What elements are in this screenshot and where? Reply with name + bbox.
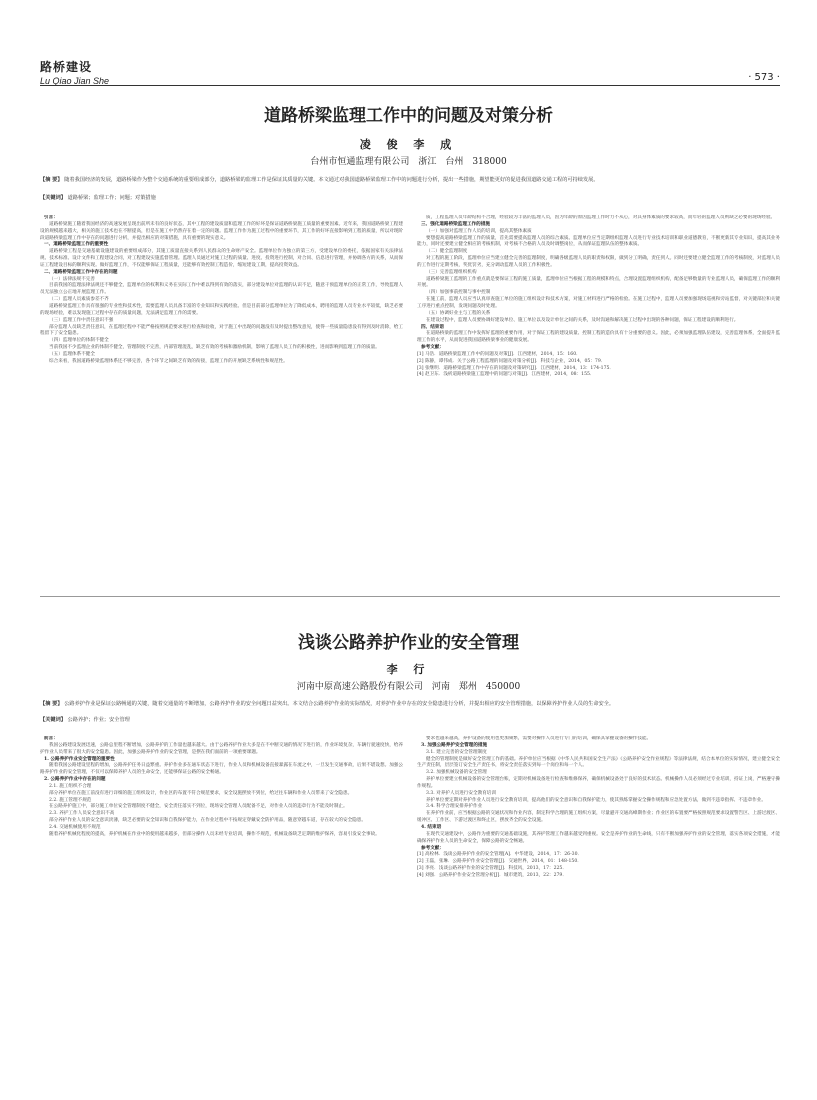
article1-column-left [40, 215, 403, 587]
keywords-label: 【关键词】 [40, 717, 66, 723]
abstract-label: 【摘 要】 [40, 701, 63, 707]
article1-title: 道路桥梁监理工作中的问题及对策分析 [264, 106, 553, 126]
body-paragraph: 3.2. 加强机械设备的安全管理 [426, 770, 487, 776]
reference-item: [2] 王磊，张琳．公路养护作业安全管理[J]．交通世界，2014，01：148-150． [417, 859, 582, 865]
body-paragraph: 要想提高道路桥梁监理工作的质量，首先需要提高监理人员的综合素质。监理单位应当定期组织监理人员进行专业技术培训和职业道德教育，不断更新其专业知识，提高其业务能力，同时还要建立健全相应的考核机制，对考核不合格的人员及时调整岗位，从而保证监理队伍的整体素质。 [417, 235, 780, 248]
section-heading: 三、强化道路桥梁监理工作的措施 [421, 221, 490, 227]
journal-title-en: Lu Qiao Jian She [40, 76, 110, 86]
article2-column-right [417, 736, 780, 1081]
body-paragraph: 道路桥梁施工监理的工作重点就是要保证工程的施工质量，监理单位应当根据工程的规模和特点，合理设置监理组织机构，配备足够数量的专业监理人员，确保监理工作的顺利开展。 [417, 276, 780, 289]
keywords-label: 【关键词】 [40, 195, 66, 201]
reference-item: [1] 马浩．道路桥梁监理工作中的问题及对策[J]．江西建材，2014，15：160． [417, 351, 581, 357]
section-heading: 4. 结束语 [421, 824, 442, 830]
body-paragraph: 在道路桥梁的监理工作中发挥好监理的重要作用，对于保证工程的建设质量、控制工程的造价具有十分重要的意义。因此，必须加强监理队伍建设，完善监理体系，全面提升监理工作的水平，从而促进我国道路桥梁事业的健康发展。 [417, 331, 780, 344]
keywords-text: 公路养护；作业；安全管理 [67, 717, 130, 723]
body-paragraph: 部分监理人员缺乏责任意识，在监理过程中不能严格按照规范要求进行检查和验收，对于施工中出现的问题没有及时提出整改意见，使得一些质量隐患没有得到及时消除，给工程留下了安全隐患。 [40, 324, 403, 337]
article1-column-right [417, 215, 780, 587]
body-paragraph: 随着养护机械化程度的提高，养护机械在作业中的使用越来越多，但部分操作人员未经专业培训，操作不规范，机械设备缺乏定期的维护保养，容易引发安全事故。 [49, 831, 380, 837]
article1-abstract [40, 176, 780, 184]
article1-keywords [40, 194, 780, 202]
reference-item: [3] 李亮．浅谈公路养护作业的安全管理[J]．科技风，2013，17：225． [417, 866, 567, 872]
reference-item: [4] 赵卫东．浅析道路桥梁施工监理中的问题与对策[J]．江西建材，2014，08：155． [417, 372, 595, 378]
section-heading: 2. 公路养护作业中存在的问题 [44, 777, 106, 783]
header-rule [40, 85, 780, 86]
abstract-text: 随着我国经济的发展，道路桥梁作为整个交通系统的重要组成部分，道路桥梁的监理工作是保证其质量的关键。本文通过对我国道路桥梁监理工作中的问题进行分析，提出一些措施，期望能更好的促进我国道路交通工程的可持续发展。 [64, 177, 599, 183]
body-paragraph: 综合来看，我国道路桥梁监理体系还不够完善，各个环节之间缺乏有效的衔接，监理工作的开展缺乏系统性和规范性。 [49, 358, 288, 364]
body-paragraph: （四）监理单位的体制不健全 [49, 338, 109, 344]
body-paragraph: （四）加强事前控制与事中控制 [426, 290, 491, 296]
body-paragraph: 2.3. 养护工作人员安全意识不高 [49, 811, 115, 817]
body-paragraph: 道路桥梁施工随着我国经济的高速发展呈现出前所未有的良好状态，其中工程的建设质量和监理工作的好坏是保证道路桥梁施工质量的重要因素。近年来，我国道路桥梁工程建设的规模越来越大，相关的施工技术也在不断提高，但是在施工中仍然存在着一定的问题。监理工作作为施工过程中的重要环节，其工作的好坏直接影响到工程的质量，所以对现阶段道路桥梁监理工作中存在的问题进行分析，并提出相应的对策措施，具有重要的现实意义。 [40, 221, 403, 241]
article2-author: 李 行 [386, 663, 431, 676]
section-heading: 3. 加强公路养护安全管理的措施 [421, 742, 488, 748]
reference-item: [3] 张继明．道路桥梁监理工作中存在的问题及对策研究[J]．江西建材，2014，13：174-175． [417, 365, 615, 371]
body-paragraph: 2.4. 交通机械使用不规范 [49, 824, 101, 830]
article2-column-left [40, 736, 403, 1081]
body-paragraph: 我国公路建设发展迅速，公路总里程不断增加，公路养护的工作量也越来越大。由于公路养护作业大多是在不中断交通的情况下进行的，作业环境复杂，车辆行驶速度快，给养护作业人员带来了很大的安全隐患。因此，加强公路养护作业的安全管理，是摆在我们面前的一项重要课题。 [40, 742, 403, 755]
body-paragraph: 3.1. 建立完善的安全管理制度 [426, 749, 487, 755]
section-heading: 引言： [44, 215, 58, 220]
article-separator [40, 596, 780, 597]
page-number: · 573 · [748, 72, 780, 83]
section-heading: 一、道路桥梁监理工作的重要性 [44, 242, 109, 248]
article2-abstract [40, 700, 780, 708]
abstract-text: 公路养护作业是保证公路畅通的关键，随着交通量的不断增加，公路养护作业的安全问题日益突出。本文结合公路养护作业的实际情况，对养护作业中存在的安全隐患进行分析，并提出相应的安全管理措施，以保障养护作业人员的生命安全。 [64, 701, 615, 707]
running-header [40, 58, 780, 86]
keywords-text: 道路桥梁；监理工作；问题；对策措施 [67, 195, 156, 201]
body-paragraph: 在养护作业前，应当根据公路的交通状况和作业内容，制定科学合理的施工组织方案，尽量避开交通高峰期作业；作业区的布置要严格按照规范要求设置警告区、上游过渡区、缓冲区、工作区、下游过渡区和终止区，摆放齐全的安全设施。 [417, 811, 780, 824]
article2-title: 浅谈公路养护作业的安全管理 [298, 633, 519, 653]
body-paragraph: 健全的管理制度是做好安全管理工作的基础。养护单位应当根据《中华人民共和国安全生产法》《公路养护安全作业规程》等法律法规，结合本单位的实际情况，建立健全安全生产责任制，层层签订安全生产责任书，将安全责任落实到每一个岗位和每一个人。 [417, 756, 780, 769]
section-heading: 二、道路桥梁监理工作中存在的问题 [44, 269, 118, 275]
body-paragraph: （二）监理人员素质参差不齐 [49, 297, 109, 303]
body-paragraph: （二）健全监理制度 [426, 249, 468, 255]
reference-item: [4] 刘强．公路养护作业安全管理分析[J]．城市建筑，2013，22：279． [417, 872, 567, 878]
section-heading: 1. 公路养护作业安全管理的重要性 [44, 756, 115, 762]
body-paragraph: （一）法律法规不完善 [49, 276, 95, 282]
section-heading: 前言： [44, 736, 58, 741]
body-paragraph: 养护单位要定期对养护作业人员进行安全教育培训，提高他们的安全意识和自我保护能力，使其熟练掌握安全操作规程和应急处置方法，做到不违章指挥、不违章作业。 [426, 797, 766, 803]
body-paragraph: 3.4. 科学合理安排养护作业 [426, 804, 483, 810]
body-paragraph: 要求也越来越高，养护设备的使用也更加频繁，需要对操作人员进行专门的培训，确保其掌握设备的操作技能。 [426, 736, 652, 741]
abstract-label: 【摘 要】 [40, 177, 63, 183]
body-paragraph: 道路桥梁监理工作具有很强的专业性和技术性，需要监理人员具备丰富的专业知识和实践经验。但是目前部分监理单位为了降低成本，聘用的监理人员专业水平较低，缺乏必要的现场经验，难以发现施工过程中存在的质量问题，无法满足监理工作的需要。 [40, 303, 403, 316]
section-heading: 参考文献： [421, 845, 444, 851]
body-paragraph: 质，工程监理人员年龄结构不合理，经验较为丰富的监理人员，因为年龄的原因监理工作时力不从心，对其身体素质的要求较高，而年轻的监理人员则缺乏必要的现场经验。 [426, 215, 776, 220]
body-paragraph: 道路桥梁工程是交通基础设施建设的重要组成部分，其施工质量直接关系到人民群众的生命财产安全。监理单位作为独立的第三方，受建设单位的委托，依据国家有关法律法规、技术标准、设计文件和工程建设合同，对工程建设实施监督管理。监理人员通过对施工过程的质量、进度、投资进行控制，对合同、信息进行管理，并协调各方的关系，从而保证工程建设目标的顺利实现。做好监理工作，不仅能够保证工程质量，还能够有效控制工程造价，缩短建设工期，提高投资效益。 [40, 249, 403, 268]
article2-keywords [40, 716, 780, 724]
section-heading: 参考文献： [421, 345, 444, 351]
body-paragraph: 部分养护单位在施工前没有进行详细的施工组织设计，作业区的布置不符合规范要求，安全设施摆放不到位，给过往车辆和作业人员带来了安全隐患。 [49, 790, 353, 796]
reference-item: [1] 高栓林．浅谈公路养护作业的安全管理[A]．中华建设，2014，17：26-30． [417, 852, 583, 858]
body-paragraph: 2.1. 施工组织不合理 [49, 783, 92, 789]
body-paragraph: 在施工前，监理人员应当认真审查施工单位的施工组织设计和技术方案，对施工材料进行严格的检验。在施工过程中，监理人员要加强现场巡视和旁站监督，对关键部位和关键工序进行重点控制，发现问题及时处理。 [417, 297, 780, 309]
body-paragraph: （五）监理体系不健全 [49, 351, 95, 357]
body-paragraph: 在现代交通建设中，公路作为重要的交通基础设施，其养护管理工作越来越受到重视。安全是养护作业的生命线，只有不断加强养护作业的安全管理，落实各项安全措施，才能确保养护作业人员的生命安全，保障公路的安全畅通。 [417, 831, 780, 844]
body-paragraph: （一）加强对监理工作人员的培训，提高其整体素质 [426, 228, 532, 234]
article2-affiliation: 河南中原高速公路股份有限公司 河南 郑州 450000 [296, 682, 521, 692]
body-paragraph: （三）完善监理组织机构 [426, 269, 477, 275]
body-paragraph: 3.3. 对养护人员进行安全教育培训 [426, 790, 496, 796]
section-heading: 四、结束语 [421, 324, 444, 330]
body-paragraph: （五）协调好业主与工程的关系 [426, 310, 491, 316]
body-paragraph: 2.2. 施工管理不规范 [49, 797, 92, 803]
body-paragraph: （三）监理工作中责任意识不强 [49, 317, 114, 323]
body-paragraph: 部分养护作业人员的安全意识淡薄，缺乏必要的安全知识和自我保护能力，在作业过程中不按规定穿戴安全防护用品，随意穿越车道，存在较大的安全隐患。 [49, 818, 366, 824]
body-paragraph: 在建设过程中，监理人员要协调好建设单位、施工单位以及设计单位之间的关系，及时沟通和解决施工过程中出现的各种问题，保证工程建设的顺利进行。 [426, 317, 739, 323]
body-paragraph: 随着我国公路建设里程的增加，公路养护任务日益繁重。养护作业多在通车状态下进行，作业人员和机械设备直接暴露在车流之中，一旦发生交通事故，后果不堪设想。加强公路养护作业的安全管理，不仅可以保障养护人员的生命安全，还能够保证公路的安全畅通。 [40, 763, 403, 776]
body-paragraph: 在公路养护施工中，部分施工单位安全管理制度不健全，安全责任落实不到位，现场安全管理人员配备不足，对作业人员的违章行为不能及时制止。 [49, 804, 348, 810]
article1-author: 凌 俊 李 成 [359, 138, 458, 151]
article1-affiliation: 台州市恒通监理有限公司 浙江 台州 318000 [310, 157, 507, 167]
journal-title-cn: 路桥建设 [40, 60, 93, 74]
body-paragraph: 当前我国不少监理企业的体制不健全，管理制度不完善，内部管理混乱，缺乏有效的考核和激励机制，影响了监理人员工作的积极性，进而影响到监理工作的质量。 [49, 345, 380, 351]
reference-item: [2] 陈静，谭伟成．关于公路工程监理的问题及对策分析[J]．科技与企业，2014，05：79． [417, 358, 606, 364]
body-paragraph: 养护单位要建立机械设备的安全管理台账，定期对机械设备进行检查和维修保养，确保机械设备处于良好的技术状态。机械操作人员必须经过专业培训，持证上岗，严格遵守操作规程。 [417, 777, 780, 789]
body-paragraph: 目前我国的监理法律法规还不够健全，监理单位的权利和义务在实际工作中难以得到有效的落实，部分建设单位对监理的认识不足，随意干预监理单位的正常工作，导致监理人员无法独立公正地开展监理工作。 [40, 283, 403, 296]
body-paragraph: 对工程的施工阶段，监理单位应当建立健全完善的监理制度，明确各级监理人员的职责和权限，做到分工明确，责任到人。同时还要建立健全监理工作的考核制度，对监理人员的工作进行定期考核，奖优罚劣，充分调动监理人员的工作积极性。 [417, 256, 780, 268]
